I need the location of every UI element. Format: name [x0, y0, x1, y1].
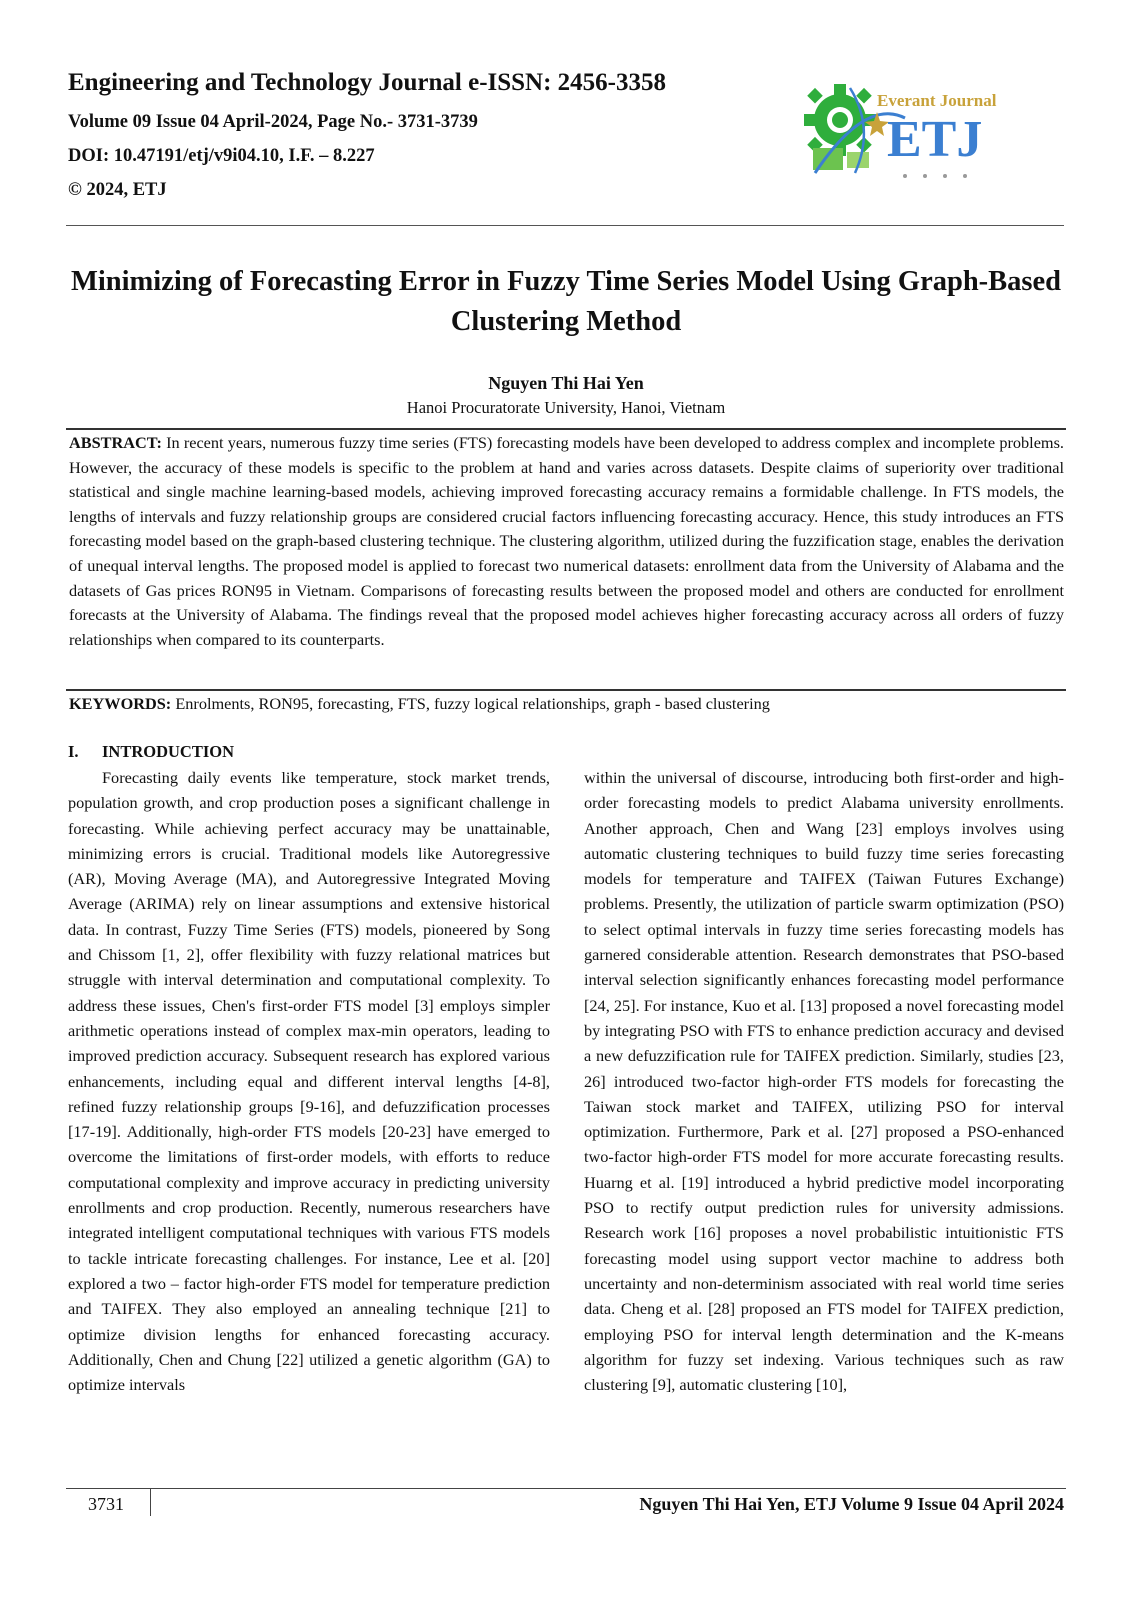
- journal-doi: DOI: 10.47191/etj/v9i04.10, I.F. – 8.227: [68, 146, 375, 166]
- body-paragraph: within the universal of discourse, introducing both first-order and high-order forecasting models to predict Alabama university enrollments. Another approach, Chen and Wang [23] employs involves using automatic clustering techniques to build fuzzy time series forecasting models for temperature and TAIFEX (Taiwan Futures Exchange) problems. Presently, the utilization of particle swarm optimization (PSO) to select optimal intervals in fuzzy time series forecasting models has garnered considerable attention. Research demonstrates that PSO-based interval selection significantly enhances forecasting model performance [24, 25]. For instance, Kuo et al. [13] proposed a novel forecasting model by integrating PSO with FTS to enhance prediction accuracy and devised a new defuzzification rule for TAIFEX prediction. Similarly, studies [23, 26] introduced two-factor high-order FTS models for forecasting the Taiwan stock market and TAIFEX, utilizing PSO for interval optimization. Furthermore, Park et al. [27] proposed a PSO-enhanced two-factor high-order FTS model for more accurate forecasting results. Huarng et al. [19] introduced a hybrid predictive model incorporating PSO to rectify output prediction rules for university admissions. Research work [16] proposes a novel probabilistic intuitionistic FTS forecasting model using support vector machine to address both uncertainty and non-determinism associated with real world time series data. Cheng et al. [28] proposed an FTS model for TAIFEX prediction, employing PSO for interval length determination and the K-means algorithm for fuzzy set indexing. Various techniques such as raw clustering [9], automatic clustering [10],: [584, 768, 1064, 1395]
- keywords-label: KEYWORDS:: [69, 694, 172, 713]
- journal-header: [68, 68, 666, 212]
- keywords-text: Enrolments, RON95, forecasting, FTS, fuzzy logical relationships, graph - based clustering: [175, 694, 770, 713]
- body-column-right: [584, 765, 1064, 1397]
- paper-title: Minimizing of Forecasting Error in Fuzzy Time Series Model Using Graph-Based Clustering Method: [70, 266, 1062, 337]
- logo-top-text: Everant Journal: [877, 91, 997, 110]
- header-divider: [66, 225, 1064, 226]
- abstract-bottom-rule: [66, 689, 1066, 691]
- footer-rule: [66, 1488, 1066, 1489]
- author-name: Nguyen Thi Hai Yen: [488, 373, 644, 393]
- running-footer: Nguyen Thi Hai Yen, ETJ Volume 9 Issue 04 April 2024: [639, 1494, 1064, 1514]
- body-column-left: [68, 765, 550, 1397]
- section-heading: [68, 741, 234, 763]
- footer-separator: [150, 1488, 151, 1516]
- page-number: 3731: [88, 1494, 124, 1514]
- abstract: [69, 431, 1064, 652]
- etj-logo-graphic: [795, 78, 1020, 188]
- abstract-text: In recent years, numerous fuzzy time series (FTS) forecasting models have been developed to address complex and incomplete problems. However, the accuracy of these models is specific to the problem at hand and varies across datasets. Despite claims of superiority over traditional statistical and single machine learning-based models, achieving improved forecasting accuracy remains a formidable challenge. In FTS models, the lengths of intervals and fuzzy relationship groups are considered crucial factors influencing forecasting accuracy. Hence, this study introduces an FTS forecasting model based on the graph-based clustering technique. The clustering algorithm, utilized during the fuzzification stage, enables the derivation of unequal interval lengths. The proposed model is applied to forecast two numerical datasets: enrollment data from the University of Alabama and the datasets of Gas prices RON95 in Vietnam. Comparisons of forecasting results between the proposed model and others are conducted for enrollment forecasts at the University of Alabama. The findings reveal that the proposed model achieves higher forecasting accuracy across all orders of fuzzy relationships when compared to its counterparts.: [69, 433, 1064, 649]
- journal-volume: Volume 09 Issue 04 April-2024, Page No.- 3731-3739: [68, 112, 478, 132]
- author-affiliation: Hanoi Procuratorate University, Hanoi, Vietnam: [406, 398, 726, 417]
- section-title: INTRODUCTION: [102, 742, 235, 761]
- keywords: [69, 692, 1064, 716]
- journal-copyright: © 2024, ETJ: [68, 180, 167, 200]
- section-number: I.: [68, 742, 79, 761]
- logo-main-text: ETJ: [887, 111, 983, 168]
- etj-logo: [795, 78, 1020, 188]
- journal-title: Engineering and Technology Journal e-ISSN: 2456-3358: [68, 69, 667, 96]
- abstract-top-rule: [66, 428, 1066, 430]
- body-paragraph: Forecasting daily events like temperature, stock market trends, population growth, and crop production poses a significant challenge in forecasting. While achieving perfect accuracy may be unattainable, minimizing errors is crucial. Traditional models like Autoregressive (AR), Moving Average (MA), and Autoregressive Integrated Moving Average (ARIMA) rely on linear assumptions and extensive historical data. In contrast, Fuzzy Time Series (FTS) models, pioneered by Song and Chissom [1, 2], offer flexibility with fuzzy relational matrices but struggle with interval determination and computational complexity. To address these issues, Chen's first-order FTS model [3] employs simpler arithmetic operations instead of complex max-min operators, leading to improved prediction accuracy. Subsequent research has explored various enhancements, including equal and different interval lengths [4-8], refined fuzzy relationship groups [9-16], and defuzzification processes [17-19]. Additionally, high-order FTS models [20-23] have emerged to overcome the limitations of first-order models, with efforts to reduce computational complexity and improve accuracy in predicting university enrollments and crop production. Recently, numerous researchers have integrated intelligent computational techniques with various FTS models to tackle intricate forecasting challenges. For instance, Lee et al. [20] explored a two – factor high-order FTS model for temperature prediction and TAIFEX. They also employed an annealing technique [21] to optimize division lengths for enhanced forecasting accuracy. Additionally, Chen and Chung [22] utilized a genetic algorithm (GA) to optimize intervals: [68, 768, 550, 1395]
- abstract-label: ABSTRACT:: [69, 433, 162, 452]
